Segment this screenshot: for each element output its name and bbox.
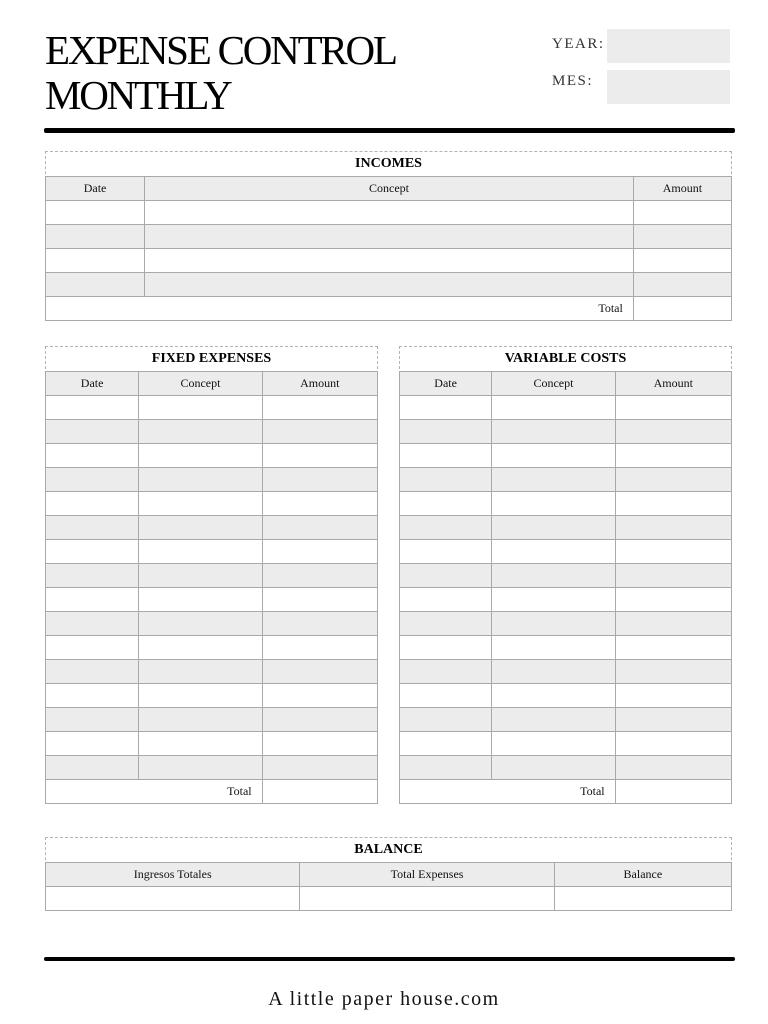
concept-cell[interactable] [492,492,615,516]
table-row [400,708,732,732]
fixed-expenses-rows [46,396,378,780]
table-row [46,708,378,732]
date-cell[interactable] [46,732,139,756]
variable-costs-rows [400,396,732,780]
concept-cell[interactable] [492,684,615,708]
concept-cell[interactable] [139,636,262,660]
title-line-2: MONTHLY [45,72,231,118]
amount-cell[interactable] [262,756,377,780]
balance-header-balance: Balance [554,863,731,887]
variable-total-label: Total [400,780,616,804]
table-row [46,660,378,684]
amount-cell[interactable] [615,660,731,684]
amount-cell[interactable] [615,468,731,492]
concept-cell[interactable] [139,492,262,516]
year-field[interactable] [607,29,730,63]
table-row [400,540,732,564]
table-row [46,468,378,492]
amount-cell[interactable] [615,492,731,516]
amount-cell[interactable] [262,420,377,444]
date-cell[interactable] [400,540,492,564]
balance-header-expenses: Total Expenses [300,863,554,887]
table-row [46,273,732,297]
amount-cell[interactable] [633,249,731,273]
amount-cell[interactable] [615,444,731,468]
incomes-section [45,151,732,321]
date-cell[interactable] [46,492,139,516]
amount-cell[interactable] [262,492,377,516]
incomes-total-label: Total [46,297,634,321]
date-cell[interactable] [46,636,139,660]
concept-cell[interactable] [139,396,262,420]
amount-cell[interactable] [262,732,377,756]
table-row [400,756,732,780]
date-cell[interactable] [400,660,492,684]
concept-cell[interactable] [492,468,615,492]
concept-cell[interactable] [139,732,262,756]
concept-cell[interactable] [145,201,634,225]
concept-cell[interactable] [139,468,262,492]
amount-cell[interactable] [262,588,377,612]
table-row [46,444,378,468]
month-label: MES: [552,73,594,89]
table-row [46,396,378,420]
incomes-header-amount: Amount [633,177,731,201]
date-cell[interactable] [400,732,492,756]
table-row [46,225,732,249]
amount-cell[interactable] [615,612,731,636]
fixed-header-amount: Amount [262,372,377,396]
date-cell[interactable] [46,588,139,612]
amount-cell[interactable] [262,636,377,660]
table-row [400,516,732,540]
amount-cell[interactable] [633,201,731,225]
concept-cell[interactable] [139,444,262,468]
variable-costs-title: VARIABLE COSTS [504,351,627,366]
incomes-header-concept: Concept [145,177,634,201]
date-cell[interactable] [46,444,139,468]
concept-cell[interactable] [492,660,615,684]
variable-header-date: Date [400,372,492,396]
concept-cell[interactable] [139,564,262,588]
table-row [46,636,378,660]
amount-cell[interactable] [615,636,731,660]
amount-cell[interactable] [262,396,377,420]
table-row [400,564,732,588]
date-cell[interactable] [46,201,145,225]
amount-cell[interactable] [615,420,731,444]
date-cell[interactable] [46,684,139,708]
header-divider [44,128,735,133]
incomes-title: INCOMES [355,156,422,171]
concept-cell[interactable] [492,708,615,732]
title-line-1: EXPENSE CONTROL [45,27,396,73]
table-row [400,684,732,708]
footer-text: A little paper house.com [268,988,500,1010]
concept-cell[interactable] [145,249,634,273]
incomes-total-cell[interactable] [633,297,731,321]
concept-cell[interactable] [139,708,262,732]
concept-cell[interactable] [145,273,634,297]
page-title [45,28,396,118]
date-cell[interactable] [400,564,492,588]
balance-value-cell[interactable] [554,887,731,911]
concept-cell[interactable] [139,756,262,780]
date-cell[interactable] [46,564,139,588]
variable-header-concept: Concept [492,372,615,396]
amount-cell[interactable] [615,396,731,420]
date-cell[interactable] [46,468,139,492]
fixed-total-label: Total [46,780,263,804]
amount-cell[interactable] [262,708,377,732]
table-row [400,588,732,612]
concept-cell[interactable] [492,732,615,756]
date-cell[interactable] [400,516,492,540]
concept-cell[interactable] [492,516,615,540]
fixed-expenses-title: FIXED EXPENSES [151,351,272,366]
amount-cell[interactable] [633,273,731,297]
variable-total-cell[interactable] [615,780,731,804]
table-row [400,636,732,660]
date-cell[interactable] [400,588,492,612]
amount-cell[interactable] [262,540,377,564]
table-row [46,588,378,612]
date-cell[interactable] [46,756,139,780]
amount-cell[interactable] [262,516,377,540]
date-cell[interactable] [400,756,492,780]
amount-cell[interactable] [615,708,731,732]
table-row [46,564,378,588]
table-row [400,612,732,636]
concept-cell[interactable] [139,540,262,564]
amount-cell[interactable] [262,684,377,708]
date-cell[interactable] [400,612,492,636]
date-cell[interactable] [46,612,139,636]
concept-cell[interactable] [492,756,615,780]
fixed-header-concept: Concept [139,372,262,396]
fixed-expenses-table [45,371,378,804]
date-cell[interactable] [46,540,139,564]
concept-cell[interactable] [492,444,615,468]
incomes-table [45,176,732,321]
concept-cell[interactable] [492,540,615,564]
concept-cell[interactable] [139,420,262,444]
month-field[interactable] [607,70,730,104]
date-cell[interactable] [400,708,492,732]
table-row [46,732,378,756]
concept-cell[interactable] [139,660,262,684]
variable-costs-section [399,346,732,804]
table-row [46,612,378,636]
date-cell[interactable] [46,273,145,297]
balance-expenses-cell[interactable] [300,887,554,911]
amount-cell[interactable] [615,588,731,612]
incomes-rows [46,201,732,297]
incomes-header-date: Date [46,177,145,201]
concept-cell[interactable] [492,588,615,612]
balance-section [45,837,732,911]
date-cell[interactable] [46,420,139,444]
year-label: YEAR: [552,36,605,52]
table-row [400,444,732,468]
amount-cell[interactable] [262,468,377,492]
amount-cell[interactable] [262,612,377,636]
table-row [400,660,732,684]
table-row [46,516,378,540]
concept-cell[interactable] [139,588,262,612]
amount-cell[interactable] [615,564,731,588]
amount-cell[interactable] [262,564,377,588]
table-row [46,201,732,225]
date-cell[interactable] [46,396,139,420]
amount-cell[interactable] [262,660,377,684]
date-cell[interactable] [46,660,139,684]
table-row [400,468,732,492]
balance-income-cell[interactable] [46,887,300,911]
table-row [400,420,732,444]
table-row [46,684,378,708]
date-cell[interactable] [400,636,492,660]
amount-cell[interactable] [262,444,377,468]
concept-cell[interactable] [492,396,615,420]
table-row [46,492,378,516]
amount-cell[interactable] [615,516,731,540]
concept-cell[interactable] [492,420,615,444]
concept-cell[interactable] [145,225,634,249]
table-row [46,756,378,780]
concept-cell[interactable] [139,612,262,636]
fixed-total-cell[interactable] [262,780,377,804]
date-cell[interactable] [400,444,492,468]
variable-header-amount: Amount [615,372,731,396]
date-cell[interactable] [400,492,492,516]
amount-cell[interactable] [633,225,731,249]
fixed-expenses-section [45,346,378,804]
amount-cell[interactable] [615,684,731,708]
concept-cell[interactable] [492,612,615,636]
table-row [400,396,732,420]
concept-cell[interactable] [492,564,615,588]
fixed-header-date: Date [46,372,139,396]
amount-cell[interactable] [615,756,731,780]
amount-cell[interactable] [615,732,731,756]
date-cell[interactable] [46,708,139,732]
table-row [400,492,732,516]
footer-divider [44,957,735,961]
balance-table [45,862,732,911]
date-cell[interactable] [46,516,139,540]
table-row [46,420,378,444]
date-cell[interactable] [46,225,145,249]
table-row [46,540,378,564]
table-row [400,732,732,756]
concept-cell[interactable] [139,516,262,540]
date-cell[interactable] [46,249,145,273]
date-cell[interactable] [400,468,492,492]
table-row [46,249,732,273]
concept-cell[interactable] [492,636,615,660]
date-cell[interactable] [400,684,492,708]
amount-cell[interactable] [615,540,731,564]
concept-cell[interactable] [139,684,262,708]
balance-title: BALANCE [354,842,423,857]
date-cell[interactable] [400,420,492,444]
date-cell[interactable] [400,396,492,420]
balance-header-income: Ingresos Totales [46,863,300,887]
variable-costs-table [399,371,732,804]
